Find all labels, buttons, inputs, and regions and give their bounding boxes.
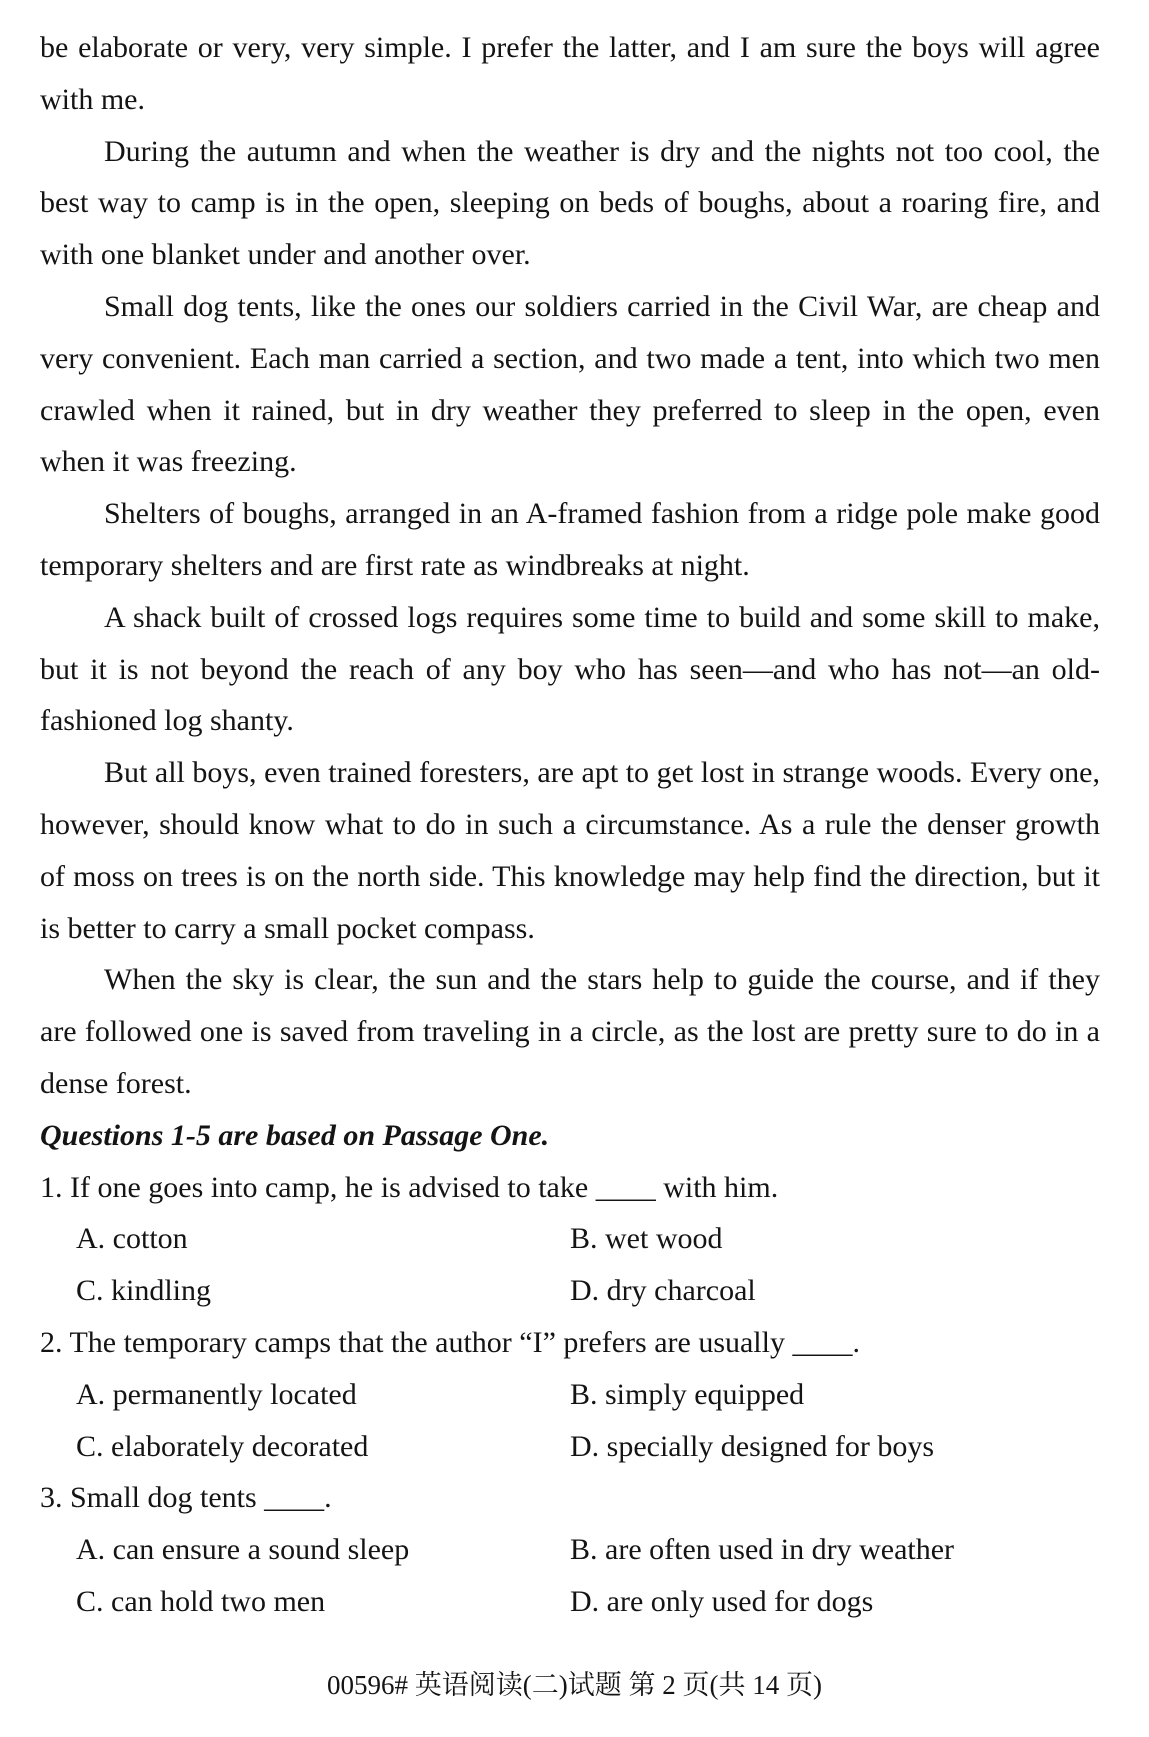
passage-paragraph-1: be elaborate or very, very simple. I prefer the latter, and I am sure the boys will agree with me. bbox=[40, 31, 1100, 116]
question-2-option-b: B. simply equipped bbox=[570, 1377, 805, 1411]
passage-paragraph-6: But all boys, even trained foresters, are apt to get lost in strange woods. Every one, however, should know what to do in such a circumstance. As a rule the denser growth of moss on trees is on the north side. This knowledge may help find the direction, but it is better to carry a small pocket compass. bbox=[40, 756, 1100, 945]
question-2 bbox=[40, 1317, 1100, 1472]
question-3-stem: 3. Small dog tents ____. bbox=[40, 1481, 332, 1515]
passage-paragraph-7: When the sky is clear, the sun and the stars help to guide the course, and if they are followed one is saved from traveling in a circle, as the lost are pretty sure to do in a dense forest. bbox=[40, 963, 1100, 1100]
reading-passage bbox=[40, 22, 1100, 1110]
question-1-option-a: A. cotton bbox=[76, 1222, 188, 1256]
passage-paragraph-4: Shelters of boughs, arranged in an A-framed fashion from a ridge pole make good temporary shelters and are first rate as windbreaks at night. bbox=[40, 497, 1100, 582]
question-3 bbox=[40, 1472, 1100, 1627]
question-2-option-d: D. specially designed for boys bbox=[570, 1429, 935, 1463]
question-2-options bbox=[40, 1369, 1100, 1473]
exam-page bbox=[40, 22, 1100, 1628]
question-1-option-b: B. wet wood bbox=[570, 1222, 723, 1256]
question-3-option-d: D. are only used for dogs bbox=[570, 1584, 874, 1618]
question-3-option-a: A. can ensure a sound sleep bbox=[76, 1533, 410, 1567]
passage-paragraph-2: During the autumn and when the weather is dry and the nights not too cool, the best way to camp is in the open, sleeping on beds of boughs, about a roaring fire, and with one blanket under and another over. bbox=[40, 134, 1100, 272]
question-2-option-a: A. permanently located bbox=[76, 1377, 357, 1411]
question-3-options bbox=[40, 1524, 1100, 1628]
question-1-option-d: D. dry charcoal bbox=[570, 1274, 756, 1308]
question-3-option-c: C. can hold two men bbox=[76, 1584, 326, 1618]
question-3-option-b: B. are often used in dry weather bbox=[570, 1533, 955, 1567]
question-2-stem: 2. The temporary camps that the author “I” prefers are usually ____. bbox=[40, 1325, 860, 1359]
passage-paragraph-3: Small dog tents, like the ones our soldiers carried in the Civil War, are cheap and very convenient. Each man carried a section, and two made a tent, into which two men crawled when it rained, but in dry weather they preferred to sleep in the open, even when it was freezing. bbox=[40, 289, 1100, 479]
question-1-option-c: C. kindling bbox=[76, 1274, 212, 1308]
question-1-stem: 1. If one goes into camp, he is advised to take ____ with him. bbox=[40, 1170, 779, 1204]
questions-heading: Questions 1-5 are based on Passage One. bbox=[40, 1118, 550, 1152]
question-2-option-c: C. elaborately decorated bbox=[76, 1429, 369, 1463]
question-1-options bbox=[40, 1213, 1100, 1317]
page-footer: 00596# 英语阅读(二)试题 第 2 页(共 14 页) bbox=[327, 1670, 822, 1700]
question-1 bbox=[40, 1162, 1100, 1317]
passage-paragraph-5: A shack built of crossed logs requires some time to build and some skill to make, but it is not beyond the reach of any boy who has seen—and who has not—an old-fashioned log shanty. bbox=[40, 600, 1100, 738]
